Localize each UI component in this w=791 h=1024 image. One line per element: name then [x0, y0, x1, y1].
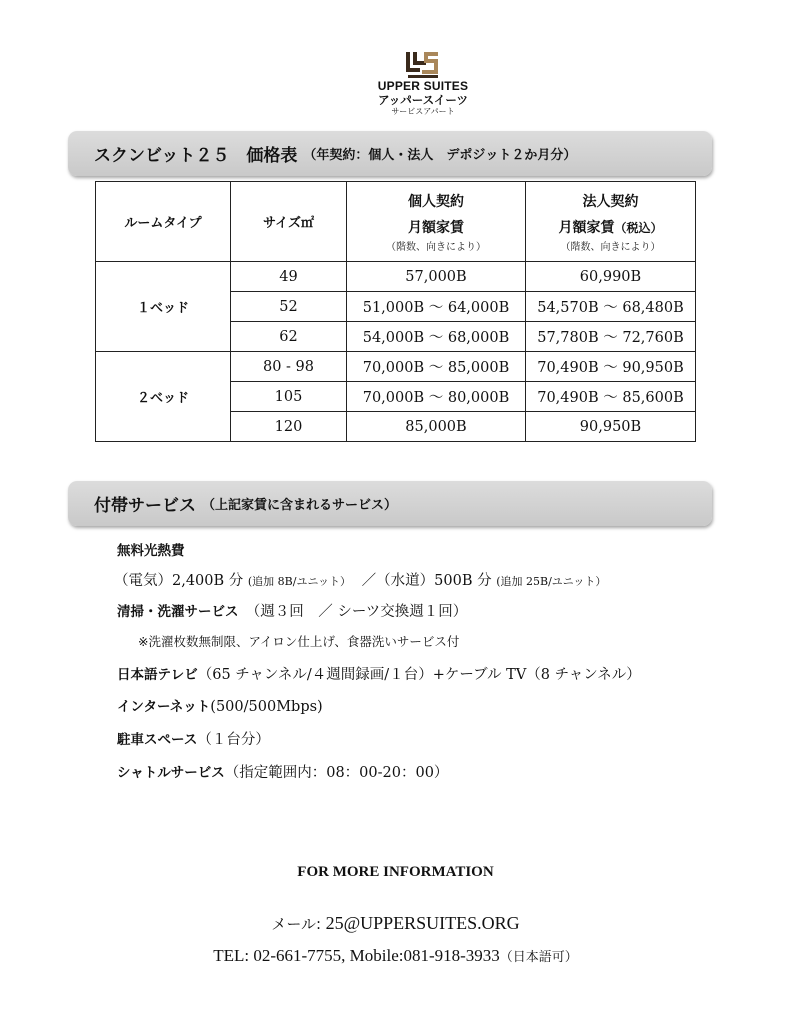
size-cell: 120	[231, 412, 347, 442]
corporate-price-cell: 60,990B	[526, 262, 696, 292]
services-section-subtitle: （上記家賃に含まれるサービス）	[202, 498, 398, 513]
price-section-subtitle: （年契約：個人・法人 デポジット２か月分）	[303, 148, 577, 163]
header-size: サイズ㎡	[231, 182, 347, 262]
size-cell: 52	[231, 292, 347, 322]
header-personal-line2: 月額家賃	[408, 219, 464, 236]
utilities-separator-water: ／（水道）500B 分	[361, 573, 492, 589]
cleaning-detail: （週３回 ／ シーツ交換週１回）	[238, 604, 468, 620]
header-corporate	[526, 182, 696, 262]
shuttle-detail: （指定範囲内：08：00-20：00）	[224, 765, 449, 781]
parking-line	[117, 728, 270, 749]
size-cell: 105	[231, 382, 347, 412]
utilities-electric: （電気）2,400B 分	[114, 573, 244, 589]
parking-title: 駐車スペース	[117, 732, 198, 748]
logo-name-jp: アッパースイーツ	[378, 93, 468, 107]
utilities-electric-note: (追加 8B/ユニット）	[247, 575, 352, 588]
services-section-title: 付帯サービス	[94, 496, 196, 516]
email-line	[0, 913, 791, 934]
header-personal-line1: 個人契約	[408, 193, 464, 210]
cleaning-note: ※洗濯枚数無制限、アイロン仕上げ、食器洗いサービス付	[138, 634, 460, 649]
cleaning-note-line	[138, 632, 459, 650]
internet-line	[117, 695, 323, 715]
corporate-price-cell: 57,780B ～ 72,760B	[526, 322, 696, 352]
personal-price-cell: 54,000B ～ 68,000B	[347, 322, 526, 352]
tel-line	[0, 946, 791, 966]
tv-title: 日本語テレビ	[117, 667, 198, 683]
size-cell: 49	[231, 262, 347, 292]
size-cell: 62	[231, 322, 347, 352]
tel-note: （日本語可）	[499, 950, 578, 965]
table-row	[96, 262, 696, 292]
upper-suites-logo-icon	[406, 50, 440, 80]
utilities-detail-line	[114, 569, 606, 590]
utilities-water-note: (追加 25B/ユニット）	[496, 575, 607, 588]
room-type-cell: １ベッド	[96, 262, 231, 352]
shuttle-title: シャトルサービス	[117, 765, 225, 781]
more-info-heading: FOR MORE INFORMATION	[297, 864, 494, 880]
header-corporate-note: （階数、向きにより）	[560, 241, 661, 253]
utilities-title: 無料光熱費	[117, 543, 185, 559]
header-corporate-line2: 月額家賃	[558, 219, 615, 236]
personal-price-cell: 57,000B	[347, 262, 526, 292]
header-personal	[347, 182, 526, 262]
cleaning-line	[117, 600, 467, 621]
email-address[interactable]: 25@UPPERSUITES.ORG	[321, 913, 520, 933]
price-table	[95, 181, 696, 442]
room-type-cell: ２ベッド	[96, 352, 231, 442]
personal-price-cell: 70,000B ～ 85,000B	[347, 352, 526, 382]
header-room-type: ルームタイプ	[96, 182, 231, 262]
logo-sub-jp: サービスアパート	[391, 107, 455, 116]
internet-detail: (500/500Mbps)	[210, 699, 323, 715]
parking-detail: （１台分）	[197, 732, 270, 748]
size-cell: 80 - 98	[231, 352, 347, 382]
table-header-row	[96, 182, 696, 262]
corporate-price-cell: 70,490B ～ 85,600B	[526, 382, 696, 412]
price-section-title: スクンビット２５ 価格表	[94, 146, 298, 166]
tv-line	[117, 663, 641, 684]
personal-price-cell: 51,000B ～ 64,000B	[347, 292, 526, 322]
tv-detail: （65 チャンネル/４週間録画/１台）+ケーブル TV（8 チャンネル）	[197, 667, 641, 683]
header-corporate-tax: （税込）	[614, 220, 663, 235]
personal-price-cell: 70,000B ～ 80,000B	[347, 382, 526, 412]
shuttle-line	[117, 761, 448, 782]
logo	[358, 50, 488, 117]
header-personal-note: （階数、向きにより）	[386, 241, 486, 253]
personal-price-cell: 85,000B	[347, 412, 526, 442]
internet-title: インターネット	[117, 699, 211, 715]
logo-brand: UPPER SUITES	[377, 79, 469, 93]
header-corporate-line1: 法人契約	[582, 193, 639, 210]
tel-numbers: TEL: 02-661-7755, Mobile:081-918-3933	[213, 946, 500, 965]
header-corporate-line2-wrap	[526, 215, 695, 241]
services-section-header	[68, 481, 712, 526]
corporate-price-cell: 70,490B ～ 90,950B	[526, 352, 696, 382]
price-section-header	[68, 131, 712, 176]
corporate-price-cell: 90,950B	[526, 412, 696, 442]
cleaning-title: 清掃・洗濯サービス	[117, 604, 239, 620]
email-label: メール:	[271, 915, 322, 933]
table-row	[96, 352, 696, 382]
utilities-title-line	[117, 539, 185, 559]
corporate-price-cell: 54,570B ～ 68,480B	[526, 292, 696, 322]
